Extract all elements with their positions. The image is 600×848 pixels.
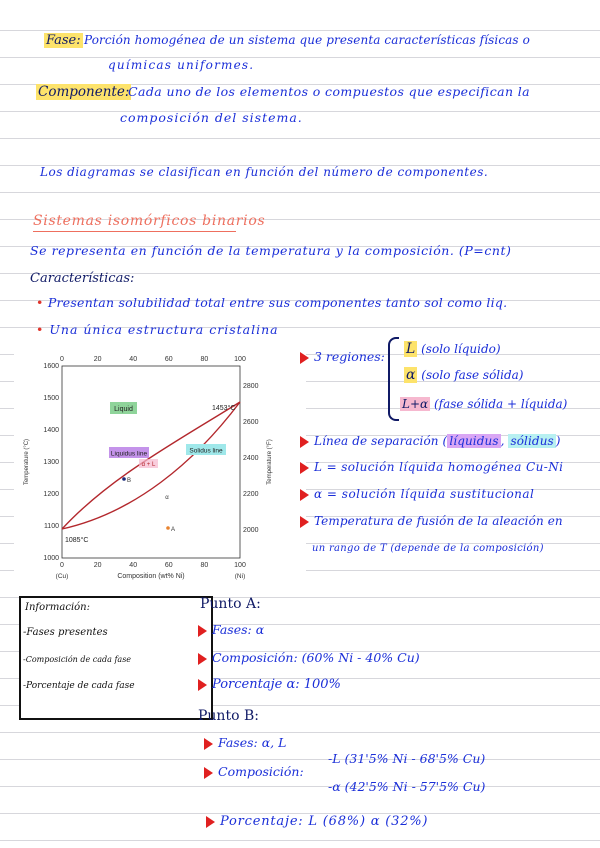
l-definition: L = solución líquida homogénea Cu-Ni [300,461,563,474]
arrow-icon [198,625,207,637]
left-tick: 1000 [43,555,59,562]
componente-term: Componente: [38,84,130,100]
info-box-item: -Fases presentes [23,627,108,638]
left-tick: 1500 [43,395,59,402]
point-b-porcentaje: Porcentaje: L (68%) α (32%) [206,815,428,828]
fusion-note-line1: Temperatura de fusión de la aleación en [300,515,563,528]
regions-count: 3 regiones: [300,351,385,364]
right-tick: 2000 [243,527,259,534]
left-tick: 1600 [43,363,59,370]
region-liquid: L (solo líquido) [406,341,501,357]
liquidus-label: Liquidus line [110,450,148,458]
top-tick: 20 [93,356,102,363]
bottom-tick: 20 [93,562,102,569]
section-title: Sistemas isomórficos binarios [33,213,266,229]
arrow-icon [300,436,309,448]
bottom-tick: 60 [164,562,173,569]
left-tick: 1300 [43,459,59,466]
info-box-item: -Composición de cada fase [23,655,132,664]
alpha-definition: α = solución líquida sustitucional [300,488,534,501]
point-a-title: Punto A: [200,596,261,612]
top-tick: 40 [129,356,138,363]
top-tick: 100 [234,356,246,363]
fase-term: Fase: [46,33,81,48]
left-tick: 1100 [43,523,59,530]
x-end-cu: (Cu) [55,573,69,580]
bottom-tick: 0 [60,562,64,569]
right-tick: 2400 [243,455,259,462]
point-b-composicion-alpha: -α (42'5% Ni - 57'5% Cu) [328,779,486,794]
region-alpha: α (solo fase sólida) [406,367,524,383]
componente-definition-line2: composición del sistema. [120,110,303,125]
bullet-dot: • [36,322,45,337]
y-axis-label-left: Temperature (°C) [24,438,30,486]
regions-bracket [388,337,399,421]
arrow-icon [198,679,207,691]
point-a-composicion: Composición: (60% Ni - 40% Cu) [198,652,420,665]
phase-diagram-svg [14,348,306,580]
bullet-2: • Una única estructura cristalina [36,322,279,337]
section-subtitle: Se representa en función de la temperatura y la composición. (P=cnt) [30,243,512,258]
solidus-label: Solidus line [189,447,223,455]
right-tick: 2600 [243,419,259,426]
left-tick: 1400 [43,427,59,434]
info-box [19,596,213,720]
point-b-composicion-l: -L (31'5% Ni - 68'5% Cu) [328,751,486,766]
phase-diagram [14,348,306,580]
right-tick: 2200 [243,491,259,498]
info-box-title: Información: [25,602,90,613]
cu-melting-temp: 1085°C [65,537,89,544]
arrow-icon [198,653,207,665]
point-b-title: Punto B: [198,708,259,724]
point-b-fases: Fases: α, L [204,737,286,750]
x-axis-label: Composition (wt% Ni) [117,573,185,580]
left-tick: 1200 [43,491,59,498]
componente-definition-line1: Cada uno de los elementos o compuestos que especifican la [128,84,531,99]
right-tick: 2800 [243,383,259,390]
point-b-marker [122,477,126,481]
bullet-dot: • [36,295,44,310]
info-box-item: -Porcentaje de cada fase [23,681,135,691]
region-two-phase: L+α (fase sólida + líquida) [402,397,568,411]
arrow-icon [300,489,309,501]
fase-definition-line1: Porción homogénea de un sistema que presenta características físicas o [84,33,530,47]
separation-line-note: Línea de separación ( líquidus , sólidus ) [300,435,561,448]
ni-melting-temp: 1453°C [212,405,236,412]
arrow-icon [300,462,309,474]
top-tick: 60 [164,356,173,363]
arrow-icon [204,767,213,779]
fusion-note-line2: un rango de T (depende de la composición) [312,543,544,554]
point-a-porcentaje: Porcentaje α: 100% [198,678,341,691]
features-heading: Características: [30,271,135,286]
bottom-tick: 80 [200,562,209,569]
point-b-composicion-label: Composición: [204,766,304,779]
top-tick: 80 [200,356,209,363]
arrow-icon [204,738,213,750]
point-b-label: B [127,478,132,484]
bottom-tick: 40 [129,562,138,569]
alpha-region-label: α [165,495,169,501]
fase-definition-line2: químicas uniformes. [108,58,255,72]
arrow-icon [300,352,309,364]
liquid-label: Liquid [114,406,133,413]
x-end-ni: (Ni) [234,573,246,580]
point-a-fases: Fases: α [198,624,264,637]
two-phase-label: α + L [141,462,156,468]
bullet-1: • Presentan solubilidad total entre sus componentes tanto sol como liq. [36,295,508,310]
y-axis-label-right: Temperature (°F) [267,439,273,485]
point-a-marker [166,526,170,530]
arrow-icon [206,816,215,828]
arrow-icon [300,516,309,528]
top-tick: 0 [60,356,64,363]
point-a-label: A [171,527,176,533]
classification-text: Los diagramas se clasifican en función del número de componentes. [40,165,489,179]
section-title-underline [33,231,236,232]
bottom-tick: 100 [234,562,246,569]
